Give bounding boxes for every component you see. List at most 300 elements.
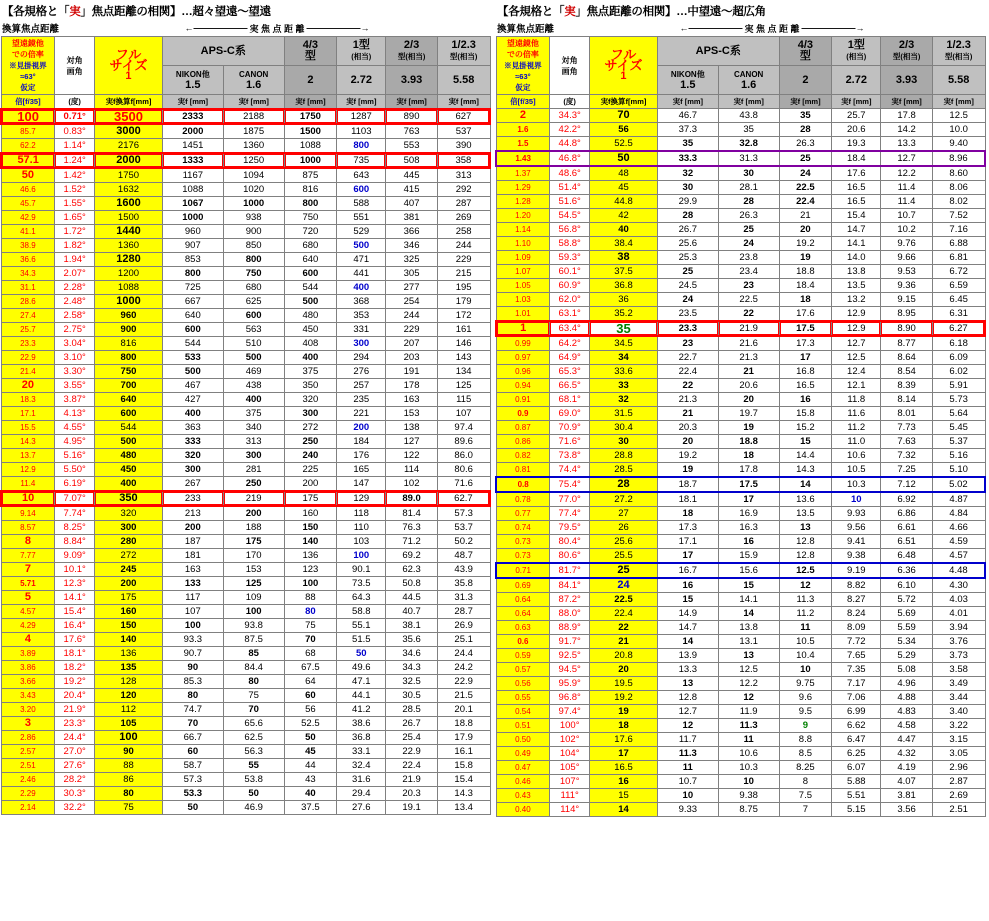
table-cell: 18.2° [55,661,95,675]
table-cell: 9.5 [779,705,832,719]
table-cell: 0.6 [496,635,550,649]
table-cell: 12.7 [881,151,932,166]
table-cell: 22.5 [590,593,658,607]
table-cell: 24 [590,578,658,593]
unit-fullsize: 実f換算f[mm] [590,95,658,109]
table-cell: 70 [590,109,658,123]
table-cell: 150 [95,619,163,633]
header-one-over-two-three: 1/2.3 型(相当) [437,37,490,66]
table-cell: 6.92 [881,492,932,507]
unit-angle: (度) [55,95,95,110]
table-cell: 64.9° [550,351,590,365]
table-cell: 34.6 [386,647,437,661]
table-cell: 12 [718,691,779,705]
table-cell: 117 [162,591,223,605]
table-cell: 6.86 [881,507,932,521]
table-cell: 600 [284,267,337,281]
table-cell: 5.02 [932,477,985,492]
table-cell: 60 [284,689,337,703]
table-cell: 225 [284,463,337,477]
table-cell: 58.7 [162,759,223,773]
table-cell: 1500 [284,124,337,139]
table-cell: 1000 [95,295,163,309]
table-cell: 16 [779,393,832,407]
table-cell: 4.96 [881,677,932,691]
table-row [1,323,490,337]
table-cell: 3.15 [932,733,985,747]
table-cell: 23 [657,336,718,351]
table-cell: 80.4° [550,535,590,549]
table-row [1,449,490,463]
table-cell: 9.41 [832,535,881,549]
table-cell: 68.1° [550,393,590,407]
table-row [1,197,490,211]
table-row [1,759,490,773]
table-cell: 6.02 [932,365,985,379]
table-cell: 30.3° [55,787,95,801]
table-cell: 9.19 [832,563,881,578]
table-cell: 7.25 [881,463,932,478]
table-cell: 100 [1,109,55,124]
table-cell: 12.8 [779,549,832,564]
table-cell: 408 [284,337,337,351]
table-cell: 800 [223,253,284,267]
table-cell: 2000 [162,124,223,139]
table-cell: 8.02 [932,195,985,209]
table-row [496,123,985,137]
table-cell: 54.5° [550,209,590,223]
table-cell: 33.6 [590,365,658,379]
table-cell: 9.6 [779,691,832,705]
table-cell: 28.5 [590,463,658,478]
table-cell: 1.03 [496,293,550,307]
table-cell: 9.76 [881,237,932,251]
table-cell: 200 [95,577,163,591]
table-row [1,477,490,492]
table-cell: 467 [162,379,223,393]
table-cell: 1 [496,321,550,336]
table-cell: 12.7 [832,336,881,351]
table-cell: 114 [386,463,437,477]
table-cell: 9.09° [55,549,95,563]
table-cell: 763 [386,124,437,139]
table-cell: 4.57 [1,605,55,619]
table-cell: 207 [386,337,437,351]
table-cell: 73.5 [337,577,386,591]
table-cell: 588 [337,197,386,211]
table-row [496,789,985,803]
table-cell: 19 [779,251,832,265]
table-row [496,507,985,521]
table-cell: 97.4° [550,705,590,719]
table-row [1,689,490,703]
table-cell: 7.16 [932,223,985,237]
table-cell: 20.4° [55,689,95,703]
table-cell: 114° [550,803,590,817]
table-row [496,209,985,223]
table-cell: 32.2° [55,801,95,815]
table-cell: 2.58° [55,309,95,323]
table-cell: 5.45 [932,421,985,435]
table-cell: 544 [162,337,223,351]
table-row [496,223,985,237]
table-cell: 45.7 [1,197,55,211]
table-cell: 21 [657,407,718,421]
table-cell: 43.9 [437,563,490,577]
table-cell: 0.99 [496,336,550,351]
table-cell: 14 [779,477,832,492]
table-cell: 58.8° [550,237,590,251]
table-cell: 2 [496,109,550,123]
table-cell: 200 [223,506,284,521]
table-cell: 8.25° [55,521,95,535]
table-row [1,745,490,759]
table-cell: 11.7 [657,733,718,747]
table-cell: 325 [386,253,437,267]
unit-123: 実f [mm] [932,95,985,109]
table-cell: 7.32 [881,449,932,463]
table-cell: 600 [162,323,223,337]
table-cell: 625 [223,295,284,309]
table-cell: 3.10° [55,351,95,365]
table-row [1,577,490,591]
table-cell: 16.5 [590,761,658,775]
table-cell: 1451 [162,139,223,154]
table-cell: 127 [386,435,437,449]
table-row [496,761,985,775]
table-cell: 153 [386,407,437,421]
table-cell: 8.82 [832,578,881,593]
table-cell: 14.2 [881,123,932,137]
table-cell: 5.10 [932,463,985,478]
table-cell: 7.74° [55,506,95,521]
table-cell: 3.20 [1,703,55,717]
table-cell: 31.3 [437,591,490,605]
table-cell: 161 [437,323,490,337]
table-cell: 11.3 [779,593,832,607]
table-cell: 1875 [223,124,284,139]
table-cell: 36 [590,293,658,307]
table-cell: 1.28 [496,195,550,209]
header-canon: CANON 1.6 [223,66,284,95]
table-cell: 6.45 [932,293,985,307]
table-cell: 0.69 [496,578,550,593]
table-cell: 6.18 [932,336,985,351]
table-row [1,549,490,563]
table-cell: 2188 [223,109,284,124]
table-cell: 70 [162,717,223,731]
table-cell: 34.5 [590,336,658,351]
table-cell: 5.34 [881,635,932,649]
panel-title-highlight: 実 [69,6,81,18]
table-cell: 5.37 [932,435,985,449]
table-cell: 1.10 [496,237,550,251]
table-cell: 42 [590,209,658,223]
table-cell: 163 [386,393,437,407]
table-row [496,321,985,336]
table-cell: 0.94 [496,379,550,393]
table-cell: 500 [337,239,386,253]
table-cell: 65.3° [550,365,590,379]
table-cell: 2.75° [55,323,95,337]
table-cell: 415 [386,183,437,197]
table-cell: 544 [95,421,163,435]
table-cell: 22 [657,379,718,393]
table-cell: 0.40 [496,803,550,817]
panel-title-part2: 」焦点距離の相関】…超々望遠〜望遠 [80,6,271,18]
table-cell: 313 [437,168,490,183]
table-cell: 44.8° [550,137,590,152]
table-cell: 320 [162,449,223,463]
table-cell: 50 [162,801,223,815]
table-cell: 13 [779,521,832,535]
panel-title [495,2,986,21]
table-cell: 47.1 [337,675,386,689]
table-cell: 3.94 [932,621,985,635]
arrow-right: ――――――→ [306,23,370,33]
table-cell: 20 [657,435,718,449]
table-cell: 281 [223,463,284,477]
table-cell: 12.1 [832,379,881,393]
table-cell: 21 [779,209,832,223]
table-cell: 1.07 [496,265,550,279]
table-cell: 5.64 [932,407,985,421]
table-cell: 163 [162,563,223,577]
table-cell: 36.8 [590,279,658,293]
table-row [496,621,985,635]
table-cell: 91.7° [550,635,590,649]
table-cell: 1.6 [496,123,550,137]
table-cell: 0.50 [496,733,550,747]
table-cell: 20 [718,393,779,407]
table-cell: 375 [223,407,284,421]
table-cell: 11 [657,761,718,775]
table-cell: 22 [590,621,658,635]
table-cell: 28 [590,477,658,492]
table-cell: 68 [284,647,337,661]
table-cell: 34 [590,351,658,365]
table-cell: 27.6 [337,801,386,815]
table-row [496,578,985,593]
table-cell: 100° [550,719,590,733]
table-cell: 19.2 [779,237,832,251]
table-cell: 0.83° [55,124,95,139]
table-cell: 19.5 [590,677,658,691]
table-cell: 12.5 [832,351,881,365]
table-cell: 21.9 [386,773,437,787]
table-cell: 4.88 [881,691,932,705]
table-cell: 17.5 [718,477,779,492]
table-cell: 184 [337,435,386,449]
table-row [496,307,985,322]
table-cell: 5.91 [932,379,985,393]
table-cell: 32.4 [337,759,386,773]
table-cell: 57.1 [1,153,55,168]
table-cell: 140 [284,535,337,549]
table-cell: 66.7 [162,731,223,745]
table-cell: 88 [95,759,163,773]
table-cell: 900 [95,323,163,337]
table-cell: 14 [718,607,779,621]
table-cell: 1600 [95,197,163,211]
table-cell: 9.40 [932,137,985,152]
table-cell: 6.99 [832,705,881,719]
table-row [1,239,490,253]
table-row [1,506,490,521]
table-cell: 67.5 [284,661,337,675]
table-cell: 102 [386,477,437,492]
table-row [1,407,490,421]
table-cell: 480 [95,449,163,463]
table-row [1,124,490,139]
table-cell: 471 [337,253,386,267]
table-cell: 57.3 [437,506,490,521]
table-cell: 9.38 [718,789,779,803]
panel-telephoto [0,2,491,921]
table-cell: 407 [386,197,437,211]
table-cell: 12 [779,578,832,593]
table-cell: 3.86 [1,661,55,675]
table-row [1,365,490,379]
table-cell: 26 [590,521,658,535]
table-row [1,337,490,351]
table-cell: 25 [657,265,718,279]
table-cell: 15.9 [718,549,779,564]
table-cell: 4.01 [932,607,985,621]
table-cell: 35 [718,123,779,137]
table-cell: 3.73 [932,649,985,663]
table-cell: 32.8 [718,137,779,152]
table-cell: 1360 [95,239,163,253]
table-cell: 10.2 [881,223,932,237]
table-cell: 30.5 [386,689,437,703]
table-cell: 0.9 [496,407,550,421]
table-cell: 22.4 [657,365,718,379]
table-cell: 1088 [95,281,163,295]
table-cell: 8.5 [779,747,832,761]
table-cell: 553 [386,139,437,154]
table-row [1,591,490,605]
table-cell: 11.6 [832,407,881,421]
table-cell: 34.3 [1,267,55,281]
table-cell: 28 [657,209,718,223]
table-cell: 37.5 [284,801,337,815]
table-cell: 15.6 [718,563,779,578]
table-cell: 8.54 [881,365,932,379]
table-cell: 11.2 [779,607,832,621]
table-cell: 16.8 [779,365,832,379]
table-cell: 14.1 [832,237,881,251]
table-cell: 381 [386,211,437,225]
table-cell: 71.2 [386,535,437,549]
table-cell: 1750 [95,168,163,183]
table-cell: 43 [284,773,337,787]
table-cell: 13.3 [657,663,718,677]
table-cell: 4.58 [881,719,932,733]
table-cell: 80 [284,605,337,619]
table-body [1,109,490,815]
table-cell: 80.6° [550,549,590,564]
table-cell: 3.89 [1,647,55,661]
panel-wideangle [495,2,986,921]
table-cell: 8.90 [881,321,932,336]
table-cell: 7.17 [832,677,881,691]
table-cell: 10 [657,789,718,803]
unit-nikon: 実f [mm] [657,95,718,109]
table-cell: 750 [284,211,337,225]
unit-23: 実f [mm] [386,95,437,110]
table-cell: 7.77 [1,549,55,563]
table-cell: 5.29 [881,649,932,663]
table-cell: 7.5 [779,789,832,803]
table-cell: 136 [95,647,163,661]
table-cell: 14.1 [718,593,779,607]
header-crop-272: 2.72 [832,66,881,95]
table-cell: 109 [223,591,284,605]
table-cell: 25.7 [1,323,55,337]
band-arrowbar [558,22,986,35]
table-cell: 12.5 [932,109,985,123]
table-cell: 12.9 [832,321,881,336]
table-cell: 17 [779,351,832,365]
table-cell: 5.69 [881,607,932,621]
table-cell: 4.95° [55,435,95,449]
table-cell: 44.5 [386,591,437,605]
table-cell: 219 [223,491,284,506]
table-cell: 313 [223,435,284,449]
table-cell: 13 [718,649,779,663]
table-row [1,605,490,619]
table-cell: 5.73 [932,393,985,407]
table-cell: 20.3 [657,421,718,435]
table-cell: 7.06 [832,691,881,705]
table-cell: 640 [284,253,337,267]
table-cell: 100 [284,577,337,591]
table-cell: 42.9 [1,211,55,225]
table-row [1,267,490,281]
table-cell: 15.5 [1,421,55,435]
table-cell: 1440 [95,225,163,239]
table-cell: 9.66 [881,251,932,265]
table-cell: 7.52 [932,209,985,223]
table-cell: 8.64 [881,351,932,365]
table-cell: 40 [590,223,658,237]
table-cell: 19.2 [590,691,658,705]
table-cell: 13.4 [437,801,490,815]
table-cell: 15 [718,578,779,593]
table-cell: 35.6 [386,633,437,647]
table-cell: 16.5 [832,181,881,195]
table-cell: 6.72 [932,265,985,279]
table-cell: 16.5 [832,195,881,209]
table-cell: 33 [590,379,658,393]
table-cell: 13.5 [779,507,832,521]
table-cell: 90 [95,745,163,759]
table-cell: 11.4 [881,181,932,195]
table-cell: 41.2 [337,703,386,717]
table-cell: 0.71° [55,109,95,124]
table-row [496,663,985,677]
table-cell: 250 [223,477,284,492]
table-cell: 28.2° [55,773,95,787]
table-row [496,166,985,181]
table-cell: 49.6 [337,661,386,675]
table-cell: 8.09 [832,621,881,635]
table-row [1,535,490,549]
table-cell: 26.9 [437,619,490,633]
table-cell: 0.64 [496,607,550,621]
band-row [495,21,986,36]
